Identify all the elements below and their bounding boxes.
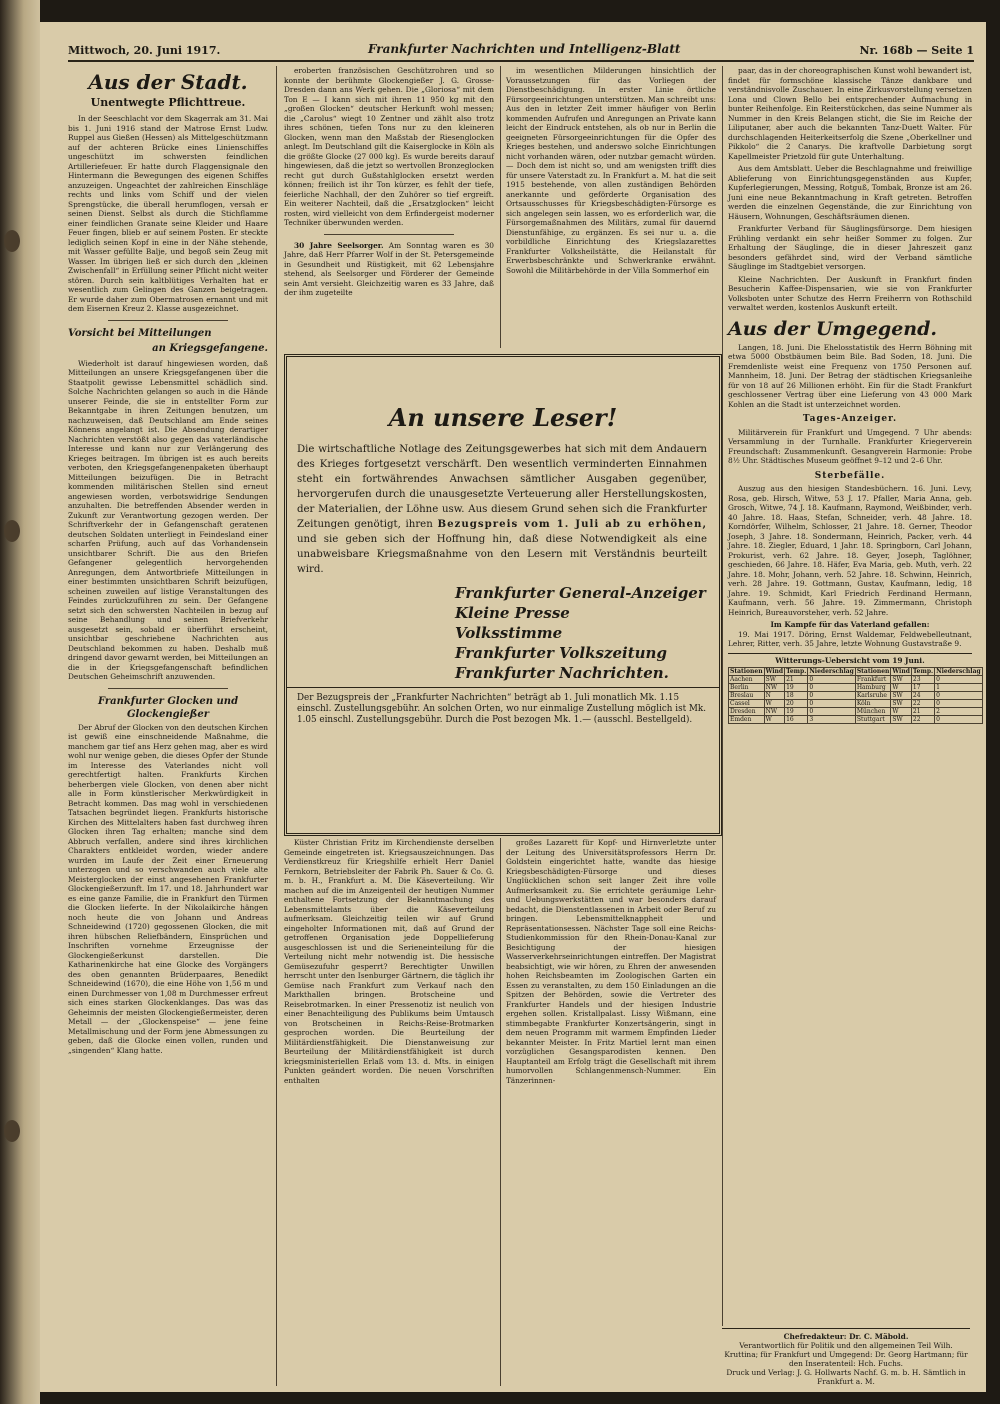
notice-body-text: Die wirtschaftliche Notlage des Zeitungsgewerbes hat sich mit dem Andauern des Krieges fortgesetzt verschärft. Den wesentlich verminderten Einnahmen steht ein fortwährendes Anwachsen sämtlicher Ausgaben gegenüber, hervorgerufen durch die unausgesetzte Verteuerung aller Herstellungskosten, der Materialien, der Löhne usw. Aus diesem Grund sehen sich die Frankfurter Zeitungen genötigt, ihren xyxy=(297,444,707,530)
notice-title: An unsere Leser! xyxy=(388,403,618,432)
weather-header-cell: Temp. xyxy=(786,668,807,675)
weather-cell: Breslau xyxy=(729,692,765,700)
weather-cell: 0 xyxy=(935,716,983,724)
article-text-sterbe: Auszug aus den hiesigen Standesbüchern. 16. Juni. Levy, Rosa, geb. Hirsch, Witwe, 53 J. 17. Pfaller, Maria Anna, geb. Grosch, Witwe, 74 J. 18. Kaufmann, Raymond, Weißbinder, verh. 40 Jahre. 18. Haas, Stefan, Schneider, verh. 48 Jahre. 18. Korndörfer, Wilhelm, Schlosser, 21 Jahre. 18. Gerner, Theodor Joseph, 3 Jahre. 18. Sondermann, Heinrich, Packer, verh. 44 Jahre. 18. Ziegler, Eduard, 1 Jahr. 18. Springborn, Carl Johann, Prokurist, verh. 62 Jahre. 18. Geyer, Joseph, Taglöhner, geschieden, 66 Jahre. 18. Häfer, Eva Maria, geb. Muth, verh. 22 Jahre. 18. Mohr, Johann, verh. 52 Jahre. 18. Schwinn, Heinrich, verh. 28 Jahre. 19. Gottmann, Gustav, Kaufmann, ledig, 18 Jahre. 19. Schmidt, Karl Friedrich Ferdinand Hermann, Kaufmann, verh. 56 Jahre. 19. Zimmermann, Christoph Heinrich, Bureauvorsteher, verh. 52 Jahre. xyxy=(728,484,972,617)
signatory: Kleine Presse xyxy=(455,604,570,622)
section-title-tages: Tages-Anzeiger. xyxy=(802,414,898,424)
imprint-publisher: Druck und Verlag: J. G. Hollwarts Nachf. G. m. b. H. Sämtlich in Frankfurt a. M. xyxy=(726,1368,966,1386)
weather-cell: W xyxy=(891,708,911,716)
article-title-pflichttreue: Unentwegte Pflichttreue. xyxy=(90,96,246,109)
gefallen-title: Im Kampfe für das Vaterland gefallen: xyxy=(770,620,930,629)
weather-cell: Aachen xyxy=(729,676,765,684)
weather-cell: Berlin xyxy=(729,684,765,692)
weather-row xyxy=(729,692,983,700)
weather-cell: 0 xyxy=(935,692,983,700)
weather-cell: N xyxy=(764,692,784,700)
article-text-lower-mid: großes Lazarett für Kopf- und Hirnverletzte unter der Leitung des Universitätsprofessors Herrn Dr. Goldstein eingerichtet hatte, wandte das hiesige Kriegsbeschädigten-Fürsorge und dieses Unglücklichen schon seit langer Zeit ihre volle Aufmerksamkeit zu. Sie errichtete geräumige Lehr- und Uebungswerkstätten und war besonders darauf bedacht, die Dienstentlassenen in Arbeit oder Beruf zu bringen. Lebensmittelknappheit und Repräsentationsessen. Nächster Tage soll eine Reichs-Studienkommission für den Rhein-Donau-Kanal zur Besichtigung der hiesigen Wasserverkehrseinrichtungen eintreffen. Der Magistrat beabsichtigt, wie wir hören, zu Ehren der anwesenden hohen Reichsbeamten im Zoologischen Garten ein Essen zu veranstalten, zu dem 150 Einladungen an die Spitzen der Behörden, sowie die Vertreter des Frankfurter Handels und der hiesigen Industrie ergehen sollen. Kristallpalast. Lissy Wißmann, eine stimmbegabte Frankfurter Konzertsängerin, singt in dem neuen Programm mit warmem Empfinden Lieder bekannter Meister. In Fritz Martiel lernt man einen vorzüglichen Gesangsparodisten kennen. Den Hauptanteil am Erfolg trägt die Gesellschaft mit ihrem humorvollen Schlangenmensch-Nummer. Ein Tänzerinnen- xyxy=(506,838,716,1085)
weather-cell: 19 xyxy=(785,684,808,692)
weather-cell: 17 xyxy=(911,684,934,692)
column-rule xyxy=(500,66,501,348)
page-binding-edge xyxy=(0,0,40,1404)
newspaper-page xyxy=(40,22,986,1392)
issue-number: Nr. 168b — Seite 1 xyxy=(859,44,974,57)
article-text-vorsicht: Wiederholt ist darauf hingewiesen worden, daß Mitteilungen an unsere Kriegsgefangenen über die Staatpolit gewisse Lebensmittel schädlich sind. Solche Nachrichten gelangen so auch in die Hände unserer Feinde, die sie in entstellter Form zur Bekanntgabe in ihren Zeitungen benutzen, um nachzuweisen, daß Deutschland am Ende seines Könnens angelangt ist. Die Absendung derartiger Nachrichten verstößt also gegen das vaterländische Interesse und kann nur zur Verlängerung des Krieges beitragen. Im übrigen ist es auch bereits verboten, den Kriegsgefangenenpaketen überhaupt Mitteilungen beizufügen. Die in Betracht kommenden militärischen Stellen sind erneut angewiesen worden, verbotswidrige Sendungen anzuhalten. Die betreffenden Absender werden in Zukunft zur Verantwortung gezogen werden. Der Schriftverkehr der in Gefangenschaft geratenen deutschen Soldaten unterliegt in Feindesland einer scharfen Prüfung, auch auf das Vorhandensein unsichtbarer Schrift. Die aus den Briefen Gefangener gelegentlich hervorgehenden Anregungen, dem Antwortbriefe Mitteilungen in einer bestimmten unsichtbaren Schrift beizufügen, scheinen zuweilen auf listige Veranstaltungen des Feindes zurückzuführen zu sein. Der Gefangene setzt sich den schwersten Nachteilen in bezug auf seine Behandlung und seinen Briefverkehr ausgesetzt sein, sobald er überführt erscheint, unsichtbar geschriebene Nachrichten aus Deutschland bekommen zu haben. Deshalb muß dringend davor gewarnt werden, bei Mitteilungen an die in der Kriegsgefangenschaft befindlichen Deutschen Geheimschrift anzuwenden. xyxy=(68,358,268,681)
article-text-tages: Militärverein für Frankfurt und Umgegend. 7 Uhr abends: Versammlung in der Turnhalle. Frankfurter Kriegerverein Freundschaft: Zusammenkunft. Gesangverein Harmonie: Probe 8½ Uhr. Städtisches Museum geöffnet 9–12 und 2–6 Uhr. xyxy=(728,427,972,465)
weather-header-cell: Wind xyxy=(892,668,910,675)
binding-hole xyxy=(4,1120,20,1142)
weather-row xyxy=(729,684,983,692)
reader-notice-box xyxy=(284,354,722,836)
weather-row xyxy=(729,716,983,724)
article-title-glocken: Frankfurter Glocken und Glockengießer xyxy=(97,695,239,720)
weather-table-body xyxy=(729,676,983,724)
weather-row xyxy=(729,708,983,716)
newspaper-title: Frankfurter Nachrichten und Intelligenz-Blatt xyxy=(368,42,681,56)
article-text-pflichttreue: In der Seeschlacht vor dem Skagerrak am 31. Mai bis 1. Juni 1916 stand der Matrose Ernst Ludw. Ruppel aus Gießen (Hessen) als Mittelgeschützmann auf der achteren Brücke eines Linienschiffes ungeschützt im schwersten feindlichen Artilleriefeuer. Er hatte durch Flaggensignale den Hintermann die Bewegungen des eigenen Schiffes anzuzeigen. Ungeachtet der zahlreichen Einschläge rechts und links vom Schiff und der vielen Sprengstücke, die überall herumflogen, versah er seinen Dienst. Selbst als durch die Stichflamme einer feindlichen Granate seine Kleider und Haare Feuer fingen, blieb er auf seinem Posten. Er steckte lediglich seinen Kopf in eine in der Nähe stehende, mit Wasser gefüllte Balje, und begoß sein Zeug mit Wasser. Im übrigen ließ er sich durch den „kleinen Zwischenfall“ in Erfüllung seiner Pflicht nicht weiter stören. Durch sein kaltblütiges Verhalten hat er wesentlich zum Gelingen des Ganzen beigetragen. Er wurde daher zum Obermatrosen ernannt und mit dem Eisernen Kreuz 2. Klasse ausgezeichnet. xyxy=(68,114,268,313)
masthead xyxy=(68,42,974,62)
weather-cell: W xyxy=(764,700,784,708)
weather-cell: SW xyxy=(891,676,911,684)
weather-cell: 0 xyxy=(935,676,983,684)
weather-header-cell: Niederschlag xyxy=(936,668,981,675)
weather-cell: NW xyxy=(764,708,784,716)
article-title-vorsicht-a: Vorsicht bei Mitteilungen xyxy=(68,327,212,339)
column-3-top xyxy=(506,66,716,348)
article-text-glocken-cont: eroberten französischen Geschützrohren und so konnte der berühmte Glockengießer J. G. Grosse-Dresden dann ans Werk gehen. Die „Gloriosa“ mit dem Ton E — I kann sich mit ihren 11 950 kg mit den „großen Glocken“ deutscher Herkunft wohl messen; die „Carolus“ wiegt 10 Zentner und zählt also trotz ihres schönen, tiefen Tons nur zu den kleineren Glocken, wenn man den Maßstab der Riesenglocken anlegt. Im Deutschland gilt die Kaiserglocke in Köln als die größte Glocke (27 000 kg). Es wurde bereits darauf hingewiesen, daß die jetzt so wertvollen Bronzeglocken recht gut durch Gußstahlglocken ersetzt werden können; freilich ist ihr Ton kürzer, es fehlt der tiefe, feierliche Nachhall, der den Zuhörer so tief ergreift. Ein weiterer Nachteil, daß die „Ersatzglocken“ leicht rosten, wird vielleicht von dem Erfindergeist moderner Techniker überwunden werden. xyxy=(284,66,494,227)
weather-cell: 0 xyxy=(808,684,856,692)
article-text-tanz: paar, das in der choreographischen Kunst wohl bewandert ist, findet für formschöne klassische Tänze dankbare und verständnisvolle Zuschauer. In eine Zirkusvorstellung versetzen Lona und Clown Bello bei entsprechender Aufmachung in bunter Reihenfolge. Ein Reiterstückchen, das seine Nummer als Nummer in den Kreis Belangen sticht, die Sie im Reiche der Liliputaner, aber auch die bekannten Tanz-Duett Walter. Für durchschlagenden Heiterkeitserfolg die Szene „Oberkellner und Pikkolo“ die 2 Canarys. Die kraftvolle Darbietung sorgt Kapellmeister Prietzold für gute Unterhaltung. xyxy=(728,66,972,161)
weather-cell: 1 xyxy=(935,684,983,692)
weather-cell: 24 xyxy=(911,692,934,700)
weather-header-cell: Stationen xyxy=(856,668,890,675)
article-text-glocken: Der Abruf der Glocken von den deutschen Kirchen ist gewiß eine einschneidende Maßnahme, die manchem gar tief ans Herz gehen mag, aber es wird wohl nur wenige geben, die dieses Opfer der Stunde im Interesse des Vaterlandes nicht voll gerechtfertigt halten. Frankfurts Kirchen beherbergen viele Glocken, von denen aber nicht alle in Form künstlerischer Merkwürdigkeit in Betracht kommen. Das mag wohl in verschiedenen Tatsachen begründet liegen. Frankfurts historische Kirchen des Mittelalters haben fast durchweg ihren Glocken ihren Tag erhalten; manche sind dem Abbruch verfallen, andere sind ihres kirchlichen Charakters entkleidet worden, wieder andere wurden im Laufe der Zeit einer Erneuerung unterzogen und so verschwanden auch viele alte Meisterglocken der einst angesehenen Frankfurter Glockengießerzunft. Im 17. und 18. Jahrhundert war es eine ganze Familie, die in Frankfurt den Türmen die Glocken lieferte. In der Nikolaikirche hängen noch heute die von Johann und Andreas Schneidewind (1720) gegossenen Glocken, die mit ihren hübschen Reliefbändern, Einsprüchen und Inschriften vornehme Erzeugnisse der Glockengießerkunst darstellen. Die Katharinenkirche hat eine Glocke des Vorgängers des oben genannten Brüderpaares, Benedikt Schneidewind (1670), die eine Höhe von 1,56 m und einen Durchmesser von 1,08 m Durchmesser erfreut sich eines starken Glockenklanges. Das was das Geheimnis der meisten Glockengießermeister, deren Metall — der „Glockenspeise“ — jene feine Metallmischung und der Form jene Abmessungen zu geben, daß die Glocke einen vollen, runden und „singenden“ Klang hatte. xyxy=(68,722,268,1055)
weather-cell: 18 xyxy=(785,692,808,700)
weather-header-row xyxy=(729,668,983,676)
column-3-bottom xyxy=(506,838,716,1386)
weather-cell: 21 xyxy=(911,708,934,716)
imprint-responsible: Verantwortlich für Politik und den allgemeinen Teil Wilh. Kruttina; für Frankfurt und Umgegend: Dr. Georg Hartmann; für den Inseratenteil: Hch. Fuchs. xyxy=(724,1341,968,1368)
article-text-fuersorge: im wesentlichen Milderungen hinsichtlich der Voraussetzungen für das Vorliegen der Dienstbeschädigung. In erster Linie örtliche Fürsorgeeinrichtungen unterstützen. Man schreibt uns: Aus den in letzter Zeit immer häufiger von Berlin kommenden Aufrufen und Anregungen an Private kann leicht der Eindruck entstehen, als ob nur in Berlin die geeigneten Fürsorgeeinrichtungen für die Opfer des Krieges bestehen, und anderswo solche Einrichtungen nicht vorhanden wären, oder nutzbar gemacht würden. — Doch dem ist nicht so, und am wenigsten trifft dies für unsere Vaterstadt zu. In Frankfurt a. M. hat die seit 1915 bestehende, von allen zuständigen Behörden anerkannte und geförderte Organisation des Ortsausschusses für Kriegsbeschädigten-Fürsorge es sich angelegen sein lassen, wo es erforderlich war, die Fürsorgemaßnahmen des Militärs, zumal für dauernd Dienstunfähige, zu ergänzen. Es sei nur u. a. die vorbildliche Einrichtung des Kriegslazarettes Frankfurter Volksheilstätte, die Heilanstalt für Erwerbsbeschränkte und Schwerkranke erwähnt. Sowohl die Militärbehörde in der Villa Sommerhof ein xyxy=(506,66,716,275)
article-title-seelsorger: 30 Jahre Seelsorger. xyxy=(294,240,384,250)
weather-header-cell: Stationen xyxy=(730,668,763,675)
weather-cell: 0 xyxy=(935,700,983,708)
notice-divider xyxy=(287,687,719,688)
signatory: Frankfurter General-Anzeiger xyxy=(455,584,706,602)
weather-cell: Köln xyxy=(855,700,891,708)
article-text-seelsorger: Am Sonntag waren es 30 Jahre, daß Herr Pfarrer Wolf in der St. Petersgemeinde in Gesundheit und Rüstigkeit, mit 62 Lebensjahre stehend, als Seelsorger und Förderer der Gemeinde sein Amt versieht. Gleichzeitig waren es 33 Jahre, daß der ihm zugeteilte xyxy=(284,240,494,297)
weather-cell: 23 xyxy=(911,676,934,684)
binding-hole xyxy=(4,230,20,252)
column-2-bottom xyxy=(284,838,494,1386)
weather-header-cell: Temp. xyxy=(912,668,934,675)
weather-cell: 3 xyxy=(808,716,856,724)
article-text-umgegend: Langen, 18. Juni. Die Ehelosstatistik des Herrn Böhning mit etwa 5000 Obstbäumen beim Bile. Bad Soden, 18. Juni. Die Fremdenliste weist eine Frequenz von 1750 Personen auf. Mannheim, 18. Juni. Der Betrag der städtischen Kriegsanleihe für von 18 auf 26 Millionen erhöht. Ein für die Stadt Frankfurt geschlossener Vertrag über eine Lieferung von 43 000 Mark Kohlen an die Stadt ist unterzeichnet worden. xyxy=(728,342,972,409)
weather-cell: 0 xyxy=(808,700,856,708)
column-2-top xyxy=(284,66,494,348)
column-1 xyxy=(68,66,268,1386)
binding-hole xyxy=(4,520,20,542)
notice-footnote: Der Bezugspreis der „Frankfurter Nachrichten“ beträgt ab 1. Juli monatlich Mk. 1.15 einschl. Zustellungsgebühr. An solchen Orten, wo nur einmalige Zustellung möglich ist Mk. 1.05 einschl. Zustellungsgebühr. Durch die Post bezogen Mk. 1.— (ausschl. Bestellgeld). xyxy=(297,693,707,725)
issue-date: Mittwoch, 20. Juni 1917. xyxy=(68,44,221,57)
weather-cell: 22 xyxy=(911,700,934,708)
section-title-umgegend: Aus der Umgegend. xyxy=(728,317,937,340)
weather-row xyxy=(729,676,983,684)
column-rule xyxy=(500,838,501,1386)
weather-cell: Cassel xyxy=(729,700,765,708)
weather-cell: 16 xyxy=(785,716,808,724)
notice-body xyxy=(297,442,707,577)
weather-cell: Dresden xyxy=(729,708,765,716)
weather-cell: 0 xyxy=(808,692,856,700)
notice-body-text: und sie geben sich der Hoffnung hin, daß diese Notwendigkeit als eine unabweisbare Kriegsmaßnahme von den Lesern mit Verständnis beurteilt wird. xyxy=(297,534,707,575)
signatory: Frankfurter Nachrichten. xyxy=(455,664,669,682)
divider xyxy=(108,688,228,689)
weather-cell: NW xyxy=(764,684,784,692)
weather-cell: Karlsruhe xyxy=(855,692,891,700)
column-rule xyxy=(722,66,723,1326)
notice-body-emphasis: Bezugspreis vom 1. Juli ab zu erhöhen, xyxy=(437,518,707,530)
section-title-stadt: Aus der Stadt. xyxy=(88,70,248,94)
divider xyxy=(324,234,454,235)
weather-table xyxy=(728,667,983,724)
weather-cell: Emden xyxy=(729,716,765,724)
weather-cell: SW xyxy=(891,692,911,700)
weather-cell: SW xyxy=(764,676,784,684)
weather-cell: 19 xyxy=(785,708,808,716)
article-text-lower-left: Küster Christian Fritz im Kirchendienste derselben Gemeinde eingetreten ist. Kriegsauszeichnungen. Das Verdienstkreuz für Kriegshilfe erhielt Herr Daniel Fernkorn, Betriebsleiter der Fabrik Ph. Sauer & Co. G. m. b. H., Frankfurt a. M. Die Käseverteilung. Wir machen auf die im Anzeigenteil der heutigen Nummer enthaltene Fortsetzung der Bekanntmachung des Lebensmittelamts über die Käseverteilung aufmerksam. Gleichzeitig teilen wir auf Grund eingeholter Informationen mit, daß auf Grund der getroffenen Organisation jede Doppellieferung ausgeschlossen ist und die Serieneinteilung für die Verteilung nicht mehr notwendig ist. Die hessische Gemüsezufuhr gesperrt? Berechtigter Unwillen herrscht unter den Isenburger Gärtnern, die täglich ihr Gemüse nach Frankfurt zum Verkauf nach den Markthallen bringen. Brotscheine und Reisebrotmarken. In einer Pressenotiz ist neulich von einer Benachteiligung des Publikums beim Umtausch von Brotscheinen in Reichs-Reise-Brotmarken gesprochen worden. Die Beurteilung der Militärdienstfähigkeit. Die Dienstanweisung zur Beurteilung der Militärdienstfähigkeit ist durch kriegsministeriellen Erlaß vom 13. d. Mts. in einigen Punkten geändert worden. Die neuen Vorschriften enthalten xyxy=(284,838,494,1085)
weather-cell: Stuttgart xyxy=(855,716,891,724)
weather-cell: Frankfurt xyxy=(855,676,891,684)
weather-row xyxy=(729,700,983,708)
weather-cell: 20 xyxy=(785,700,808,708)
article-title-vorsicht-b: an Kriegsgefangene. xyxy=(152,342,268,354)
section-title-sterbe: Sterbefälle. xyxy=(814,470,886,481)
notice-saeuglinge: Frankfurter Verband für Säuglingsfürsorge. Dem hiesigen Frühling verdankt ein sehr heißer Sommer zu folgen. Zur Erhaltung der Säuglinge, die in dieser Jahreszeit ganz besonders gefährdet sind, wird der Verband sämtliche Säuglinge im Stadtgebiet versorgen. xyxy=(728,224,972,271)
weather-cell: 2 xyxy=(935,708,983,716)
notice-amtsblatt: Aus dem Amtsblatt. Ueber die Beschlagnahme und freiwillige Ablieferung von Einrichtungsgegenständen aus Kupfer, Kupferlegierungen, Messing, Rotguß, Tombak, Bronze ist am 26. Juni eine neue Bekanntmachung in Kraft getreten. Betroffen werden die einzelnen Gegenstände, die zur Einrichtung von Häusern, Wohnungen, Geschäftsräumen dienen. xyxy=(728,164,972,221)
weather-title: Witterungs-Uebersicht vom 19 Juni. xyxy=(728,653,972,666)
weather-cell: Hamburg xyxy=(855,684,891,692)
divider xyxy=(108,320,228,321)
weather-cell: 0 xyxy=(808,676,856,684)
imprint xyxy=(722,1328,970,1386)
notice-kleine-nachrichten: Kleine Nachrichten. Der Auskunft in Frankfurt finden Besucherin Kaffee-Dispensarien, wie sie von Frankfurter Volksboten unter Schutze des Herrn Freiherrn von Rothschild verwaltet werden, kostenlos Auskunft erteilt. xyxy=(728,274,972,312)
weather-cell: München xyxy=(855,708,891,716)
weather-cell: W xyxy=(891,684,911,692)
weather-header-cell: Wind xyxy=(765,668,784,675)
signatory: Frankfurter Volkszeitung xyxy=(455,644,667,662)
imprint-editor: Chefredakteur: Dr. C. Mäbold. xyxy=(783,1332,909,1341)
weather-cell: SW xyxy=(891,700,911,708)
weather-cell: SW xyxy=(891,716,911,724)
column-rule xyxy=(276,66,277,1386)
weather-cell: 22 xyxy=(911,716,934,724)
weather-cell: W xyxy=(764,716,784,724)
column-4 xyxy=(728,66,981,1324)
weather-cell: 0 xyxy=(808,708,856,716)
notice-signatories xyxy=(455,583,706,683)
weather-header-cell: Niederschlag xyxy=(809,668,854,675)
gefallen-text: 19. Mai 1917. Döring, Ernst Waldemar, Feldwebelleutnant, Lehrer, Ritter, verh. 35 Jahre, letzte Wohnung Gustavstraße 9. xyxy=(728,629,972,648)
weather-cell: 21 xyxy=(785,676,808,684)
signatory: Volksstimme xyxy=(455,624,563,642)
